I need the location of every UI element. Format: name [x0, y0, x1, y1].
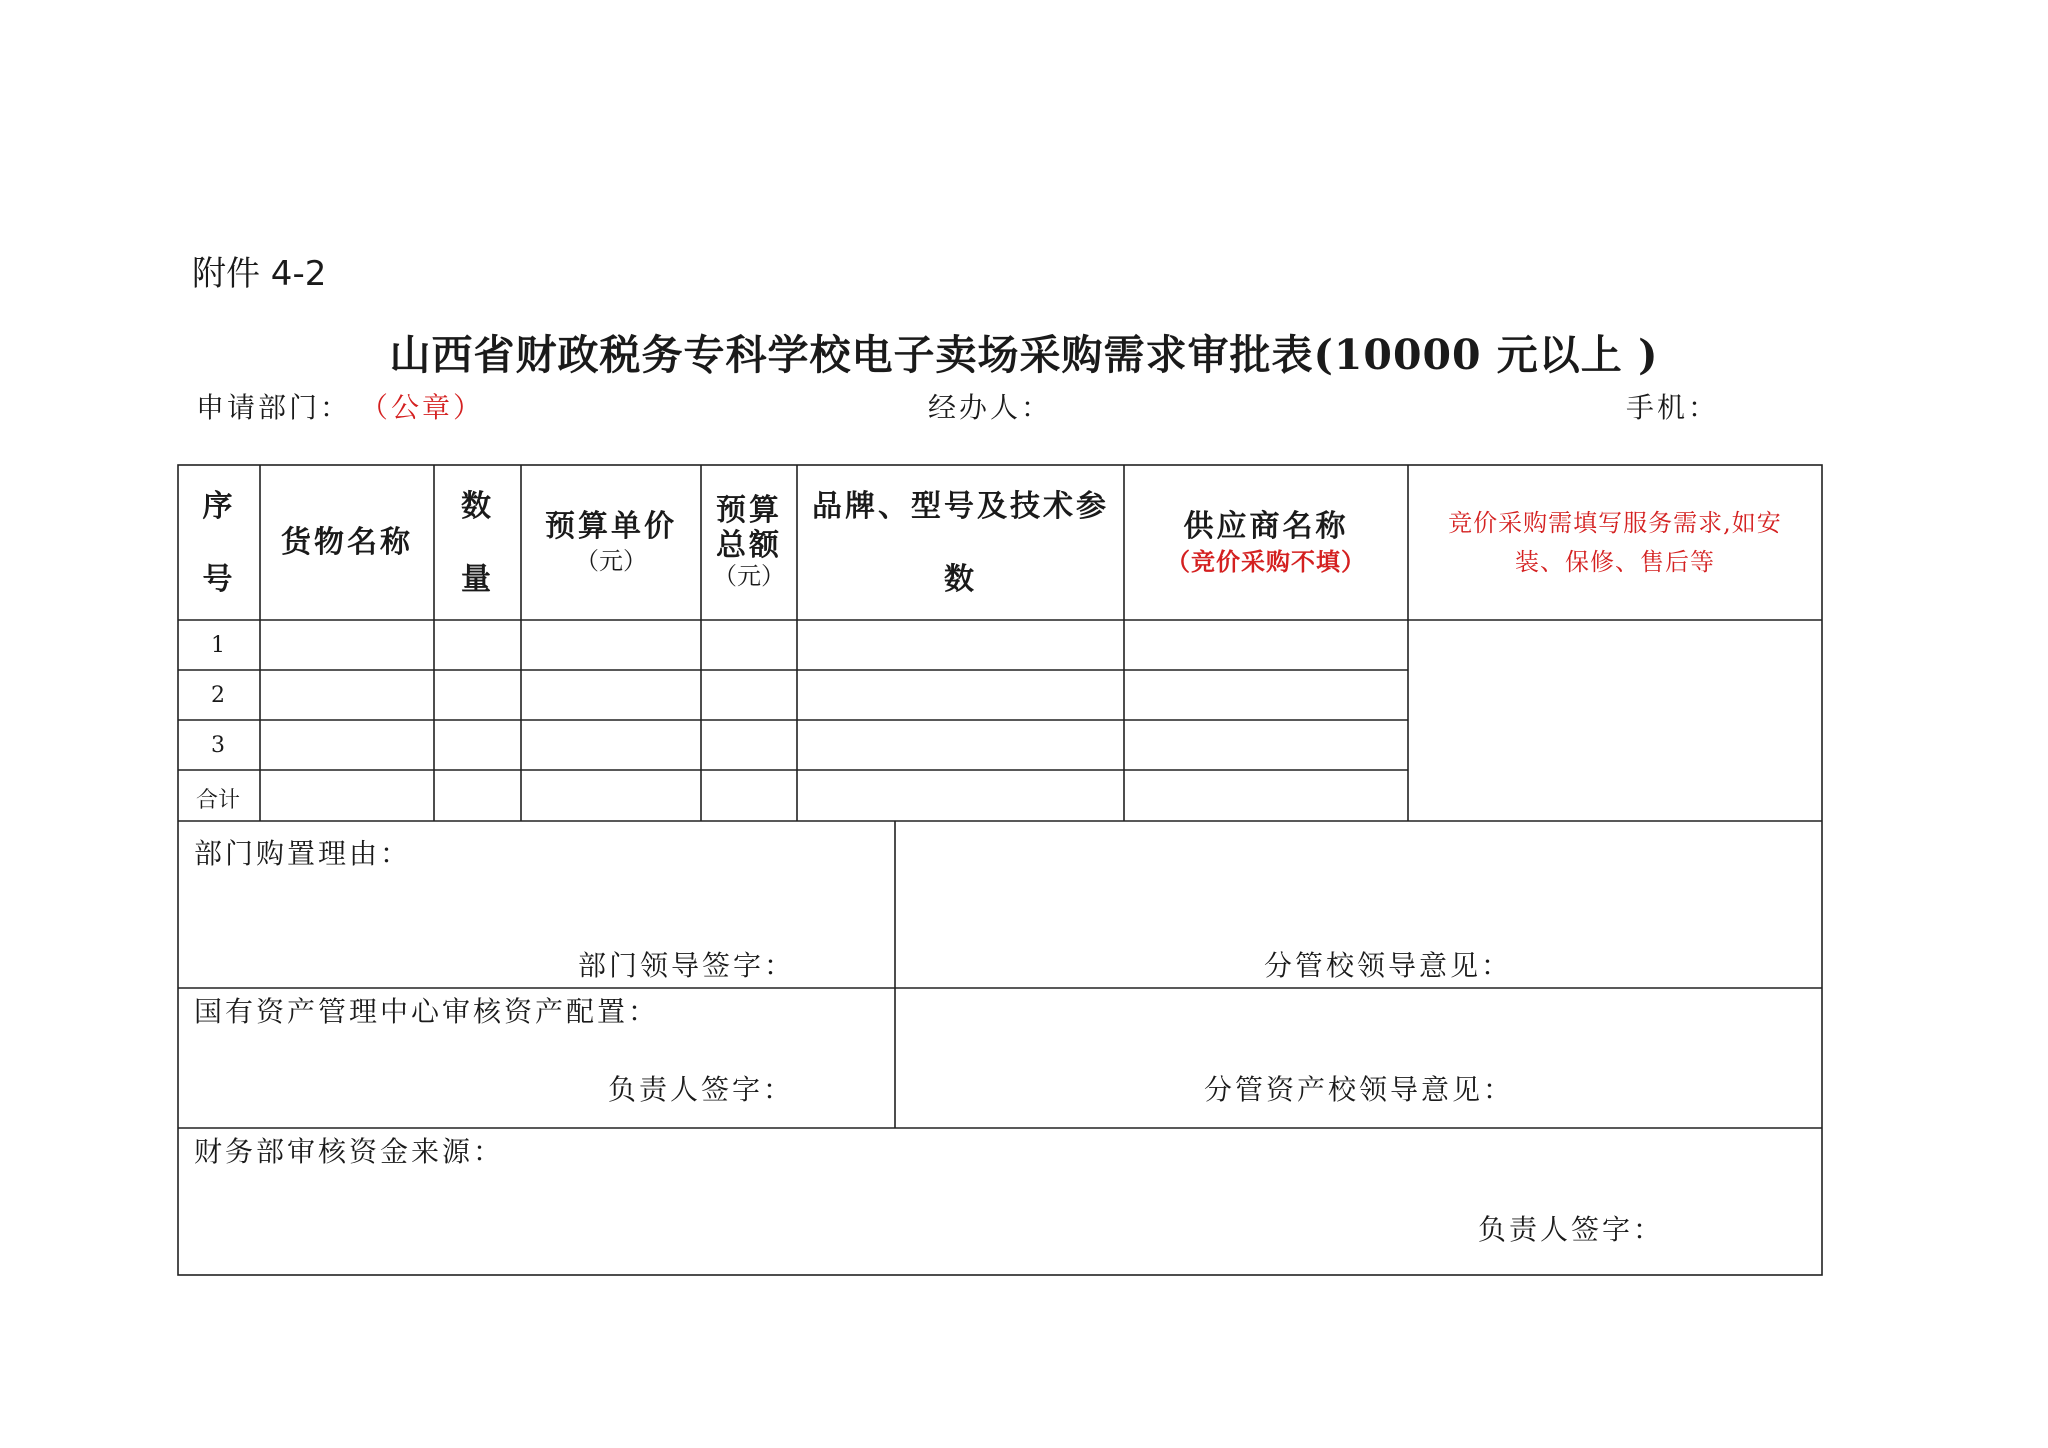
row-total: 合计 [195, 788, 240, 813]
row-number-1: 1 [211, 633, 225, 658]
row-number-3: 3 [211, 733, 225, 758]
header-brand-line1: 品牌、型号及技术参 [812, 488, 1109, 524]
annex-label: 附件 4-2 [192, 254, 327, 294]
header-qty-line1: 数 [461, 488, 494, 524]
seal-note: （公章） [360, 391, 485, 424]
header-total-unit: （元） [713, 562, 785, 591]
header-supplier [1124, 465, 1408, 620]
header-unit-price-text: 预算单价 [545, 509, 677, 545]
school-leader-opinion-label: 分管校领导意见： [1264, 949, 1513, 982]
header-supplier-text: 供应商名称 [1183, 509, 1349, 545]
header-qty-line2: 量 [461, 561, 494, 597]
header-total [701, 465, 797, 620]
header-seq-line1: 序 [202, 488, 236, 524]
row-number-2: 2 [211, 683, 225, 708]
form-title: 山西省财政税务专科学校电子卖场采购需求审批表(10000 元以上 ) [389, 331, 1659, 379]
header-brand-spec [797, 465, 1124, 620]
header-service-note [1408, 465, 1822, 620]
reason-label: 部门购置理由： [194, 837, 412, 870]
header-supplier-note: （竞价采购不填） [1166, 547, 1366, 577]
header-seq [178, 465, 260, 620]
header-total-line1: 预算 [716, 493, 782, 529]
header-total-line2: 总额 [716, 527, 782, 563]
asset-center-label: 国有资产管理中心审核资产配置： [194, 995, 660, 1028]
dept-leader-sign-label: 部门领导签字： [578, 949, 796, 982]
header-seq-line2: 号 [202, 561, 236, 597]
header-unit-price-unit: （元） [575, 547, 647, 576]
phone-label: 手机： [1626, 391, 1720, 424]
dept-label: 申请部门： [196, 391, 352, 424]
handler-label: 经办人： [928, 391, 1053, 424]
responsible-sign-label: 负责人签字： [608, 1073, 795, 1106]
header-brand-line2: 数 [944, 561, 977, 597]
finance-sign-label: 负责人签字： [1478, 1213, 1665, 1246]
finance-label: 财务部审核资金来源： [194, 1135, 505, 1168]
header-goods-name: 货物名称 [281, 525, 413, 560]
asset-leader-opinion-label: 分管资产校领导意见： [1204, 1073, 1515, 1106]
header-quantity [434, 465, 521, 620]
service-note-line1: 竞价采购需填写服务需求,如安 [1448, 509, 1782, 538]
service-note-line2: 装、保修、售后等 [1515, 547, 1715, 576]
header-unit-price [521, 465, 701, 620]
